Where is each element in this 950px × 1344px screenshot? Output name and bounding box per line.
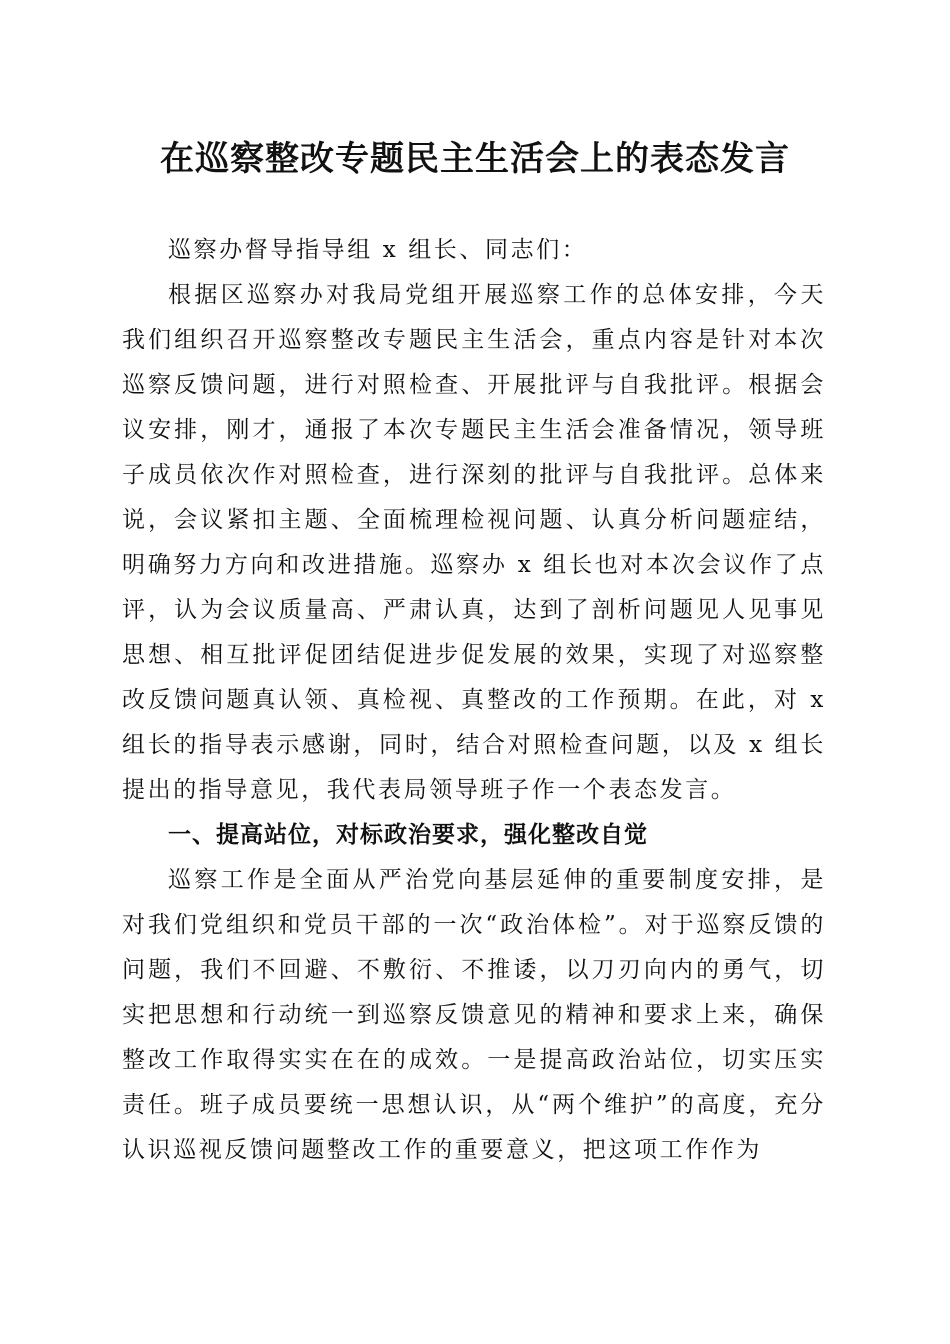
document-body <box>122 228 826 1173</box>
salutation: 巡察办督导指导组 x 组长、同志们： <box>168 237 588 263</box>
document-title: 在巡察整改专题民主生活会上的表态发言 <box>160 139 790 179</box>
body-paragraph: 根据区巡察办对我局党组开展巡察工作的总体安排，今天我们组织召开巡察整改专题民主生活会，重点内容是针对本次巡察反馈问题，进行对照检查、开展批评与自我批评。根据会议安排，刚才，通报了本次专题民主生活会准备情况，领导班子成员依次作对照检查，进行深刻的批评与自我批评。总体来说，会议紧扣主题、全面梳理检视问题、认真分析问题症结，明确努力方向和改进措施。巡察办 x 组长也对本次会议作了点评，认为会议质量高、严肃认真，达到了剖析问题见人见事见思想、相互批评促团结促进步促发展的效果，实现了对巡察整改反馈问题真认领、真检视、真整改的工作预期。在此，对 x 组长的指导表示感谢，同时，结合对照检查问题，以及 x 组长提出的指导意见，我代表局领导班子作一个表态发言。 <box>122 282 826 803</box>
body-paragraph: 巡察工作是全面从严治党向基层延伸的重要制度安排，是对我们党组织和党员干部的一次“政治体检”。对于巡察反馈的问题，我们不回避、不敷衍、不推诿，以刀刃向内的勇气，切实把思想和行动统一到巡察反馈意见的精神和要求上来，确保整改工作取得实实在在的成效。一是提高政治站位，切实压实责任。班子成员要统一思想认识，从“两个维护”的高度，充分认识巡视反馈问题整改工作的重要意义，把这项工作作为 <box>122 867 826 1163</box>
section-heading: 一、提高站位，对标政治要求，强化整改自觉 <box>168 822 648 848</box>
